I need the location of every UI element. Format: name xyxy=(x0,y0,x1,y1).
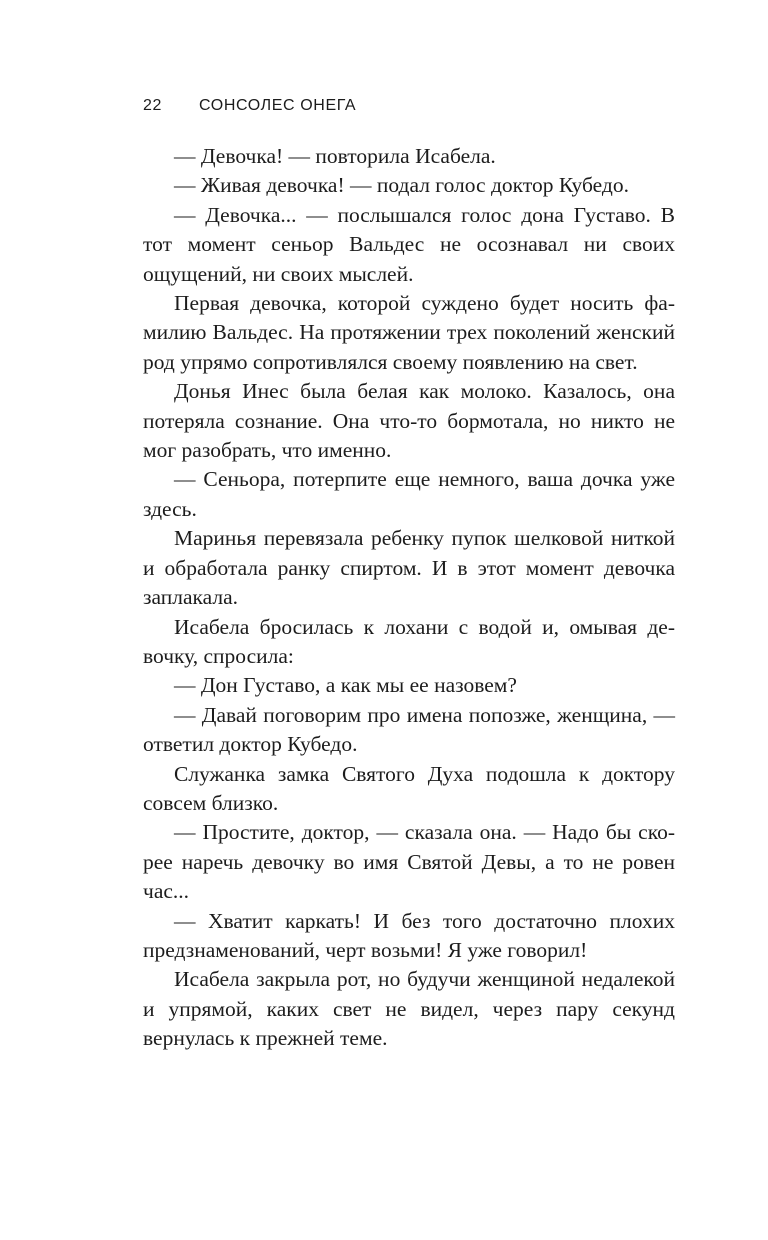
paragraph: — Девочка! — повторила Исабела. xyxy=(174,144,496,168)
paragraph: Маринья перевязала ребенку пупок шелковой ниткой и обработала ранку спиртом. И в этот момент девочка заплакала. xyxy=(143,526,675,610)
paragraph: Исабела закрыла рот, но будучи женщиной недалекой и упрямой, каких свет не видел, через пару секунд вернулась к прежней теме. xyxy=(143,967,675,1051)
running-head xyxy=(143,97,356,115)
paragraph: — Простите, доктор, — сказала она. — Надо бы скорее наречь девочку во имя Святой Девы, а то не ровен час... xyxy=(143,820,675,904)
paragraph: — Живая девочка! — подал голос доктор Кубедо. xyxy=(174,173,629,198)
paragraph: — Девочка... — послышался голос дона Густаво. В тот момент сеньор Вальдес не осознавал ни своих ощущений, ни своих мыслей. xyxy=(143,202,675,286)
paragraph: Донья Инес была белая как молоко. Казалось, она потеряла сознание. Она что-то бормотала, но никто не мог разобрать, что именно. xyxy=(143,379,675,463)
paragraph: — Хватит каркать! И без того достаточно плохих предзнаменований, черт возьми! Я уже говорил! xyxy=(143,908,675,962)
body-text xyxy=(143,142,675,1054)
paragraph: Служанка замка Святого Духа подошла к доктору совсем близко. xyxy=(143,761,675,815)
paragraph: — Давай поговорим про имена попозже, женщина, — ответил доктор Кубедо. xyxy=(143,702,675,757)
paragraph: — Сеньора, потерпите еще немного, ваша дочка уже здесь. xyxy=(143,467,675,521)
paragraph: — Дон Густаво, а как мы ее назовем? xyxy=(174,673,517,698)
author-name: СОНСОЛЕС ОНЕГА xyxy=(199,97,357,114)
paragraph: Первая девочка, которой суждено будет носить фамилию Вальдес. На протяжении трех поколений женский род упрямо сопротивлялся своему появлению на свет. xyxy=(143,291,675,374)
page-number: 22 xyxy=(143,97,162,114)
paragraph: Исабела бросилась к лохани с водой и, омывая девочку, спросила: xyxy=(143,614,675,668)
